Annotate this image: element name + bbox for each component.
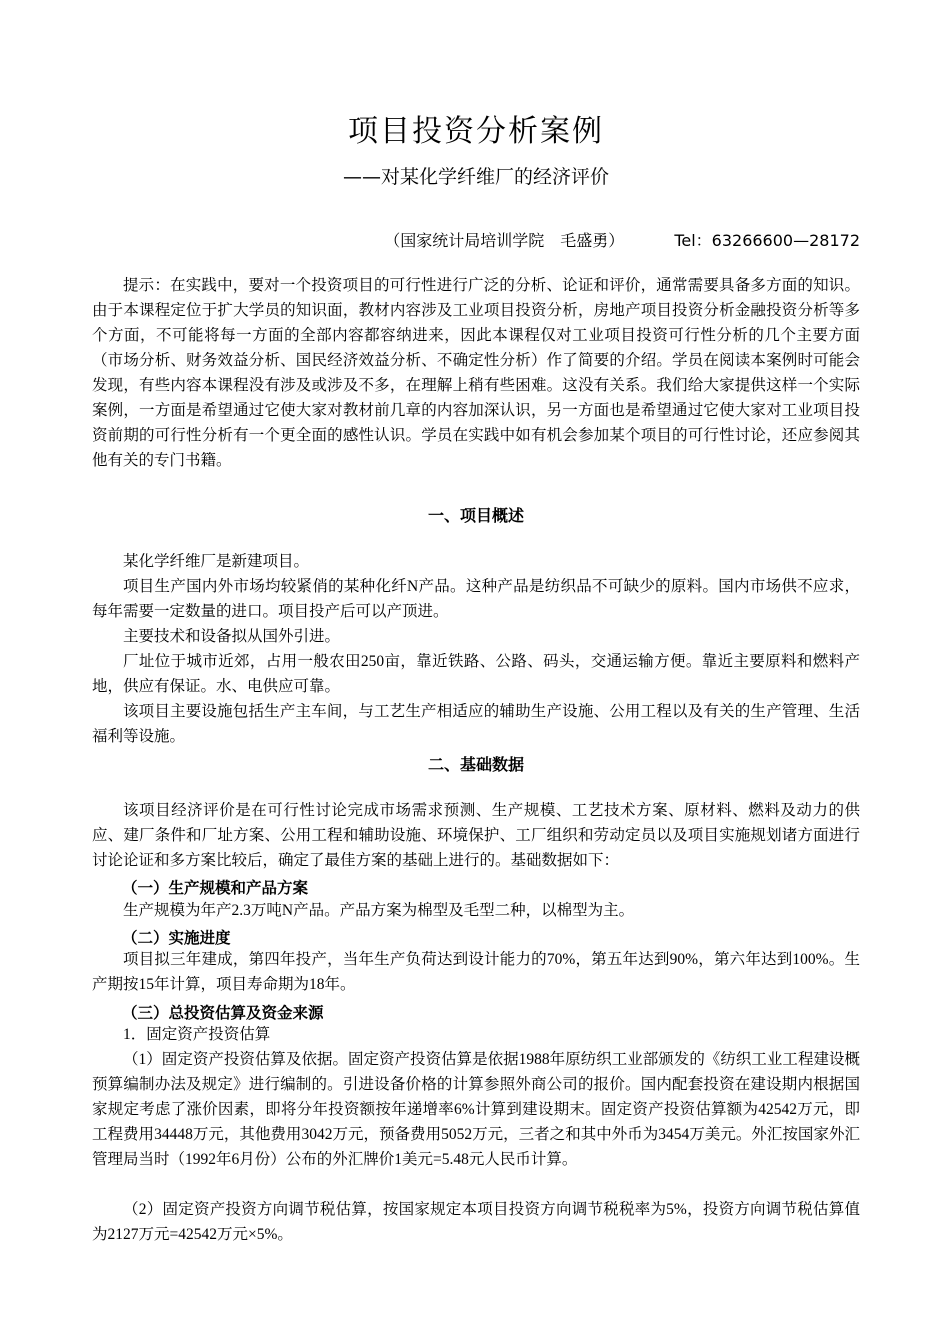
overview-paragraph-1: 某化学纤维厂是新建项目。 [123,553,310,570]
overview-paragraph-5: 该项目主要设施包括生产主车间，与工艺生产相适应的辅助生产设施、公用工程以及有关的生产管理、生活福利等设施。 [92,703,860,745]
author-line [92,228,860,251]
author-telephone: Tel：63266600—28172 [674,231,860,250]
subsection-heading-schedule: （二）实施进度 [122,929,231,947]
item-adjustment-tax: （2）固定资产投资方向调节税估算，按国家规定本项目投资方向调节税税率为5%，投资方向调节税估算值为2127万元=42542万元×5%。 [92,1201,860,1243]
basic-data-intro: 该项目经济评价是在可行性讨论完成市场需求预测、生产规模、工艺技术方案、原材料、燃料及动力的供应、建厂条件和厂址方案、公用工程和辅助设施、环境保护、工厂组织和劳动定员以及项目实施规划诸方面进行讨论论证和多方案比较后，确定了最佳方案的基础上进行的。基础数据如下： [92,802,860,869]
scale-paragraph: 生产规模为年产2.3万吨N产品。产品方案为棉型及毛型二种，以棉型为主。 [123,902,635,919]
schedule-paragraph: 项目拟三年建成，第四年投产，当年生产负荷达到设计能力的70%，第五年达到90%，第六年达到100%。生产期按15年计算，项目寿命期为18年。 [92,951,860,993]
document-subtitle: ——对某化学纤维厂的经济评价 [342,166,609,188]
subsection-heading-scale: （一）生产规模和产品方案 [122,879,309,897]
document-title: 项目投资分析案例 [348,114,604,149]
overview-paragraph-3: 主要技术和设备拟从国外引进。 [123,628,341,645]
overview-paragraph-4: 厂址位于城市近郊，占用一般农田250亩，靠近铁路、公路、码头，交通运输方便。靠近主要原料和燃料产地，供应有保证。水、电供应可靠。 [92,653,860,695]
item-fixed-asset-basis: （1）固定资产投资估算及依据。固定资产投资估算是依据1988年原纺织工业部颁发的《纺织工业工程建设概预算编制办法及规定》进行编制的。引进设备价格的计算参照外商公司的报价。国内配套投资在建设期内根据国家规定考虑了涨价因素，即将分年投资额按年递增率6%计算到建设期末。固定资产投资估算额为42542万元，即工程费用34448万元，其他费用3042万元，预备费用5052万元，三者之和其中外币为3454万美元。外汇按国家外汇管理局当时（1992年6月份）公布的外汇牌价1美元=5.48元人民币计算。 [92,1051,860,1168]
item-fixed-asset-estimate: 1．固定资产投资估算 [123,1026,271,1043]
overview-paragraph-2: 项目生产国内外市场均较紧俏的某种化纤N产品。这种产品是纺织品不可缺少的原料。国内市场供不应求，每年需要一定数量的进口。项目投产后可以产顶进。 [92,578,860,620]
intro-paragraph: 提示：在实践中，要对一个投资项目的可行性进行广泛的分析、论证和评价，通常需要具备多方面的知识。由于本课程定位于扩大学员的知识面，教材内容涉及工业项目投资分析，房地产项目投资分析金融投资分析等多个方面，不可能将每一方面的全部内容都容纳进来，因此本课程仅对工业项目投资可行性分析的几个主要方面（市场分析、财务效益分析、国民经济效益分析、不确定性分析）作了简要的介绍。学员在阅读本案例时可能会发现，有些内容本课程没有涉及或涉及不多，在理解上稍有些困难。这没有关系。我们给大家提供这样一个实际案例，一方面是希望通过它使大家对教材前几章的内容加深认识，另一方面也是希望通过它使大家对工业项目投资前期的可行性分析有一个更全面的感性认识。学员在实践中如有机会参加某个项目的可行性讨论，还应参阅其他有关的专门书籍。 [92,277,860,469]
author-organization: （国家统计局培训学院 毛盛勇） [384,231,625,250]
section-heading-overview: 一、项目概述 [427,506,524,525]
section-heading-basic-data: 二、基础数据 [427,755,524,774]
subsection-heading-investment: （三）总投资估算及资金来源 [122,1004,324,1022]
